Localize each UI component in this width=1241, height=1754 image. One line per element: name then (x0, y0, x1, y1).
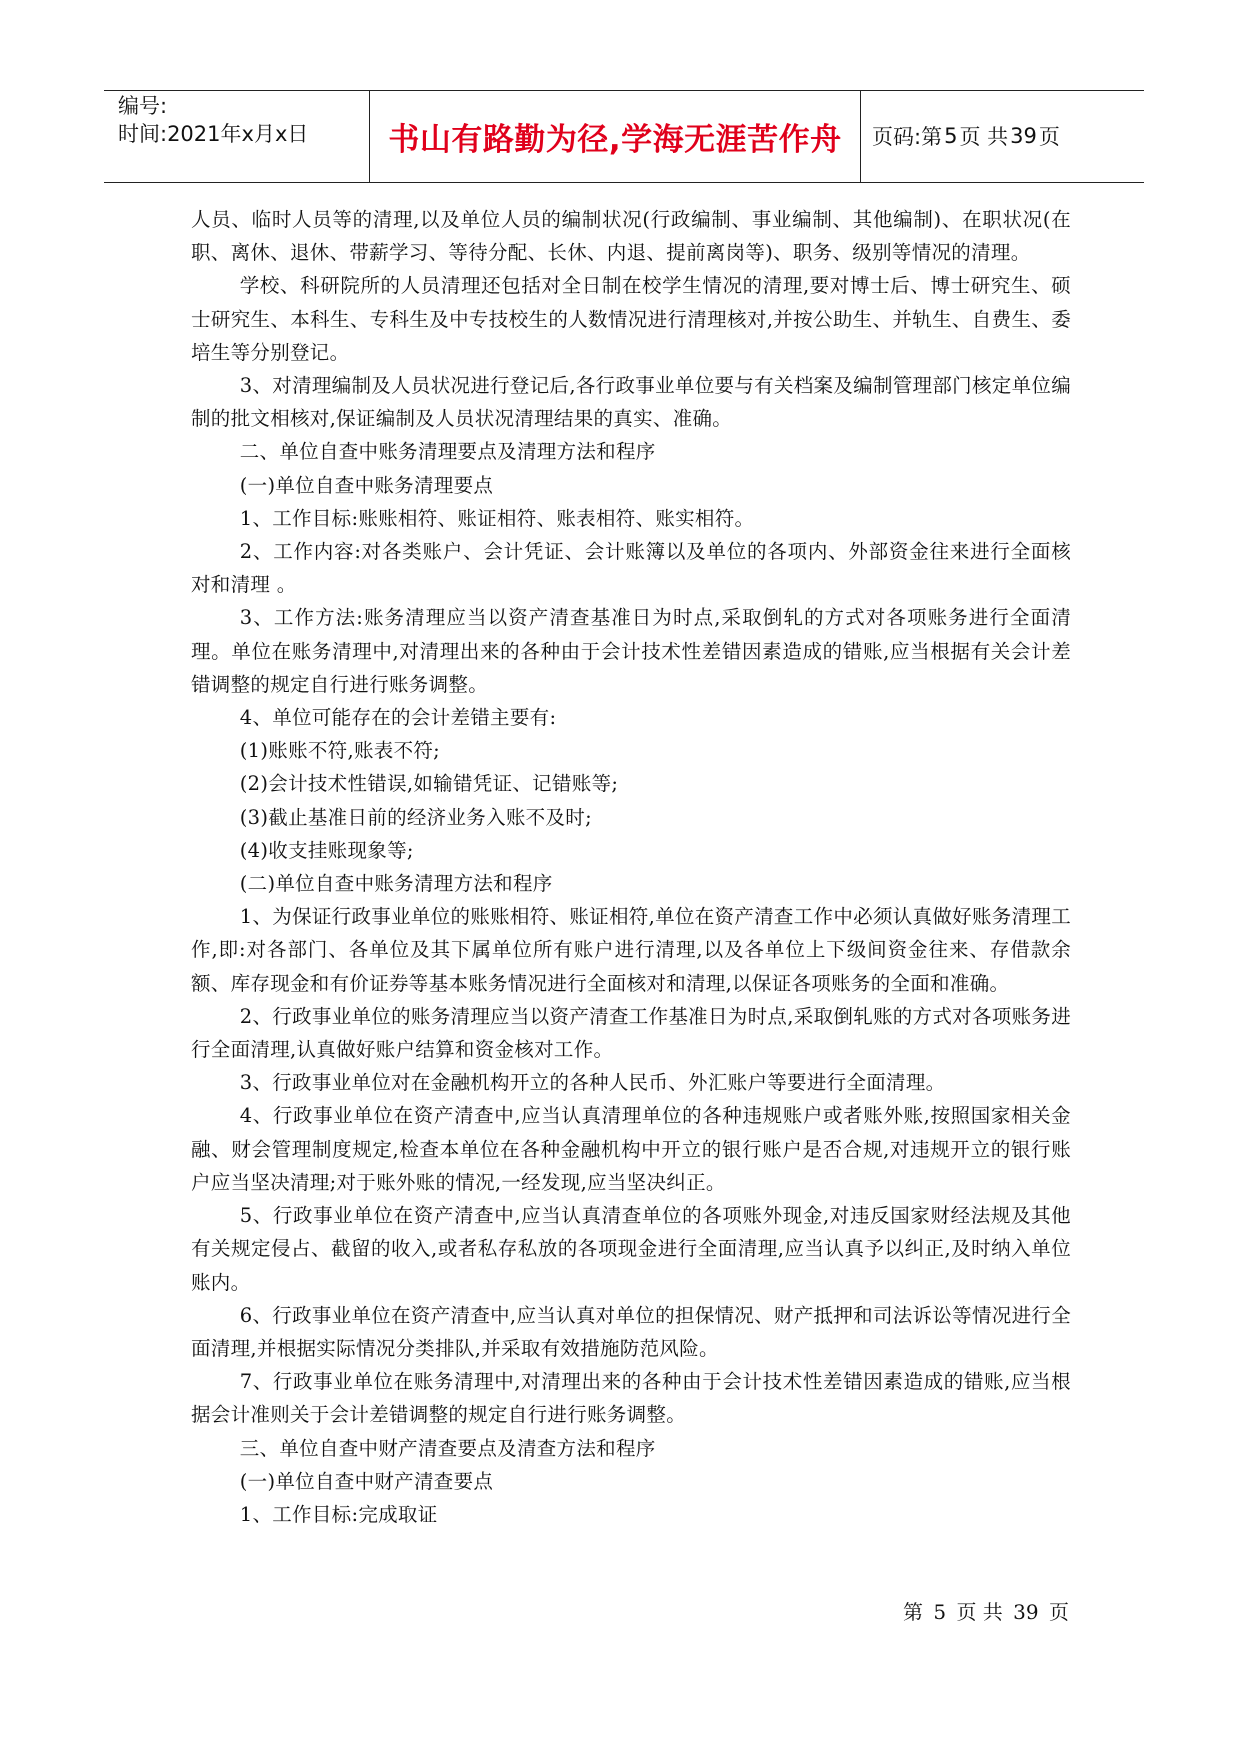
subsection-heading: (一)单位自查中财产清查要点 (239, 1469, 494, 1493)
list-item: (3)截止基准日前的经济业务入账不及时; (239, 805, 592, 829)
footer-total: 39 (1013, 1600, 1039, 1624)
footer-prefix: 第 (903, 1600, 923, 1624)
footer-mid: 页 共 (956, 1600, 1003, 1624)
header-bottom-rule (104, 182, 1144, 183)
paragraph: 人员、临时人员等的清理,以及单位人员的编制状况(行政编制、事业编制、其他编制)、在职状况(在职、离休、退休、带薪学习、等待分配、长休、内退、提前离岗等)、职务、级别等情况的清理。 (191, 208, 1071, 265)
header-meta (118, 92, 308, 148)
paragraph: 学校、科研院所的人员清理还包括对全日制在校学生情况的清理,要对博士后、博士研究生、硕士研究生、本科生、专科生及中专技校生的人数情况进行清理核对,并按公助生、并轨生、自费生、委培生等分别登记。 (191, 274, 1071, 364)
subsection-heading: (一)单位自查中账务清理要点 (239, 473, 494, 497)
section-heading: 二、单位自查中账务清理要点及清理方法和程序 (239, 440, 656, 464)
document-body (191, 203, 1071, 1531)
paragraph: 3、工作方法:账务清理应当以资产清查基准日为时点,采取倒轧的方式对各项账务进行全面清理。单位在账务清理中,对清理出来的各种由于会计技术性差错因素造成的错账,应当根据有关会计差错调整的规定自行进行账务调整。 (191, 606, 1071, 696)
paragraph: 1、工作目标:完成取证 (239, 1502, 438, 1526)
paragraph: 5、行政事业单位在资产清查中,应当认真清查单位的各项账外现金,对违反国家财经法规及其他有关规定侵占、截留的收入,或者私存私放的各项现金进行全面清理,应当认真予以纠正,及时纳入单位账内。 (191, 1204, 1071, 1294)
paragraph: 2、行政事业单位的账务清理应当以资产清查工作基准日为时点,采取倒轧账的方式对各项账务进行全面清理,认真做好账户结算和资金核对工作。 (191, 1004, 1071, 1062)
paragraph: 3、行政事业单位对在金融机构开立的各种人民币、外汇账户等要进行全面清理。 (239, 1071, 946, 1095)
header-motto: 书山有路勤为径,学海无涯苦作舟 (388, 121, 842, 158)
footer-current: 5 (933, 1600, 947, 1624)
list-item: (4)收支挂账现象等; (239, 838, 414, 862)
paragraph: 6、行政事业单位在资产清查中,应当认真对单位的担保情况、财产抵押和司法诉讼等情况进行全面清理,并根据实际情况分类排队,并采取有效措施防范风险。 (191, 1303, 1071, 1360)
paragraph: 1、工作目标:账账相符、账证相符、账表相符、账实相符。 (239, 506, 755, 530)
header-time-label: 时间:2021年x月x日 (118, 122, 309, 146)
paragraph: 4、行政事业单位在资产清查中,应当认真清理单位的各种违规账户或者账外账,按照国家相关金融、财会管理制度规定,检查本单位在各种金融机构中开立的银行账户是否合规,对违规开立的银行账户应当坚决清理;对于账外账的情况,一经发现,应当坚决纠正。 (191, 1104, 1071, 1194)
paragraph: 4、单位可能存在的会计差错主要有: (239, 706, 557, 730)
subsection-heading: (二)单位自查中账务清理方法和程序 (239, 872, 553, 896)
footer-suffix: 页 (1048, 1600, 1069, 1624)
header-page-total: 39 (1010, 124, 1037, 148)
paragraph: 3、对清理编制及人员状况进行登记后,各行政事业单位要与有关档案及编制管理部门核定单位编制的批文相核对,保证编制及人员状况清理结果的真实、准确。 (191, 374, 1071, 431)
header-page-info (872, 90, 1062, 182)
header-page-current: 5 (944, 124, 958, 148)
paragraph: 7、行政事业单位在账务清理中,对清理出来的各种由于会计技术性差错因素造成的错账,应当根据会计准则关于会计差错调整的规定自行进行账务调整。 (191, 1370, 1071, 1427)
paragraph: 2、工作内容:对各类账户、会计凭证、会计账簿以及单位的各项内、外部资金往来进行全面核对和清理 。 (191, 540, 1071, 597)
header-divider-right (860, 90, 861, 182)
header-page-label: 页码:第 (872, 125, 943, 149)
header-page-suffix: 页 (1038, 125, 1060, 149)
header-page-mid: 页 共 (959, 125, 1009, 149)
list-item: (1)账账不符,账表不符; (239, 739, 441, 763)
header-number-label: 编号: (118, 94, 168, 118)
footer-page-number (903, 1596, 1073, 1625)
list-item: (2)会计技术性错误,如输错凭证、记错账等; (239, 772, 619, 796)
section-heading: 三、单位自查中财产清查要点及清查方法和程序 (239, 1436, 656, 1460)
paragraph: 1、为保证行政事业单位的账账相符、账证相符,单位在资产清查工作中必须认真做好账务清理工作,即:对各部门、各单位及其下属单位所有账户进行清理,以及各单位上下级间资金往来、存借款余额、库存现金和有价证券等基本账务情况进行全面核对和清理,以保证各项账务的全面和准确。 (191, 905, 1071, 995)
